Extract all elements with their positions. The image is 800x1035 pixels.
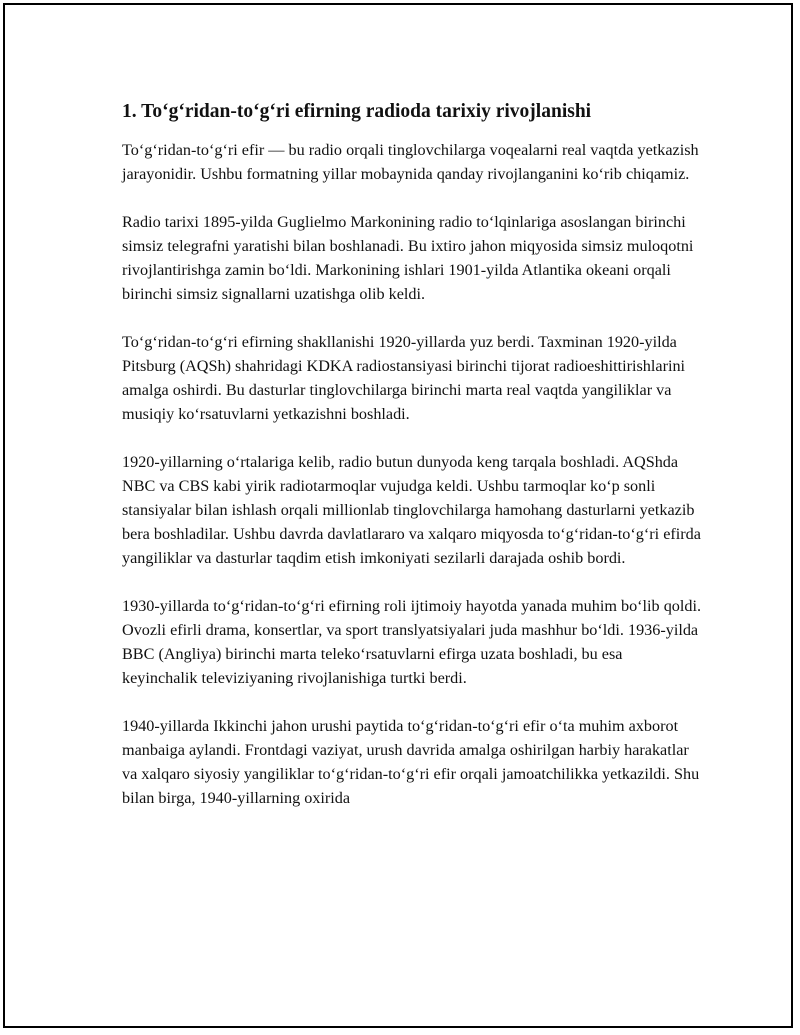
page-frame	[3, 3, 793, 1028]
paragraph-1940s: 1940-yillarda Ikkinchi jahon urushi paytida to‘g‘ridan-to‘g‘ri efir o‘ta muhim axborot manbaiga aylandi. Frontdagi vaziyat, urush davrida amalga oshirilgan harbiy harakatlar va xalqaro siyosiy yangiliklar to‘g‘ridan-to‘g‘ri efir orqali jamoatchilikka yetkazildi. Shu bilan birga, 1940-yillarning oxirida	[122, 717, 700, 807]
paragraph-marconi: Radio tarixi 1895-yilda Guglielmo Markonining radio to‘lqinlariga asoslangan birinchi simsiz telegrafni yaratishi bilan boshlanadi. Bu ixtiro jahon miqyosida simsiz muloqotni rivojlantirishga zamin bo‘ldi. Markonining ishlari 1901-yilda Atlantika okeani orqali birinchi simsiz signallarni uzatishga olib keldi.	[122, 213, 694, 303]
paragraph-intro: To‘g‘ridan-to‘g‘ri efir — bu radio orqali tinglovchilarga voqealarni real vaqtda yetkazish jarayonidir. Ushbu formatning yillar mobaynida qanday rivojlanganini ko‘rib chiqamiz.	[122, 141, 699, 183]
section-heading: 1. To‘g‘ridan-to‘g‘ri efirning radioda tarixiy rivojlanishi	[122, 101, 592, 122]
paragraph-1930s: 1930-yillarda to‘g‘ridan-to‘g‘ri efirning roli ijtimoiy hayotda yanada muhim bo‘lib qoldi. Ovozli efirli drama, konsertlar, va sport translyatsiyalari juda mashhur bo‘ldi. 1936-yilda BBC (Angliya) birinchi marta teleko‘rsatuvlarni efirga uzata boshladi, bu esa keyinchalik televiziyaning rivojlanishiga turtki berdi.	[122, 597, 702, 687]
document-body	[122, 99, 702, 834]
paragraph-mid-1920s: 1920-yillarning o‘rtalariga kelib, radio butun dunyoda keng tarqala boshladi. AQShda NBC va CBS kabi yirik radiotarmoqlar vujudga keldi. Ushbu tarmoqlar ko‘p sonli stansiyalar bilan ishlash orqali millionlab tinglovchilarga hamohang dasturlarni yetkazib bera boshladilar. Ushbu davrda davlatlararo va xalqaro miqyosda to‘g‘ridan-to‘g‘ri efirda yangiliklar va dasturlar taqdim etish imkoniyati sezilarli darajada oshib bordi.	[122, 453, 701, 567]
paragraph-1920s: To‘g‘ridan-to‘g‘ri efirning shakllanishi 1920-yillarda yuz berdi. Taxminan 1920-yilda Pitsburg (AQSh) shahridagi KDKA radiostansiyasi birinchi tijorat radioeshittirishlarini amalga oshirdi. Bu dasturlar tinglovchilarga birinchi marta real vaqtda yangiliklar va musiqiy ko‘rsatuvlarni yetkazishni boshladi.	[122, 333, 686, 423]
